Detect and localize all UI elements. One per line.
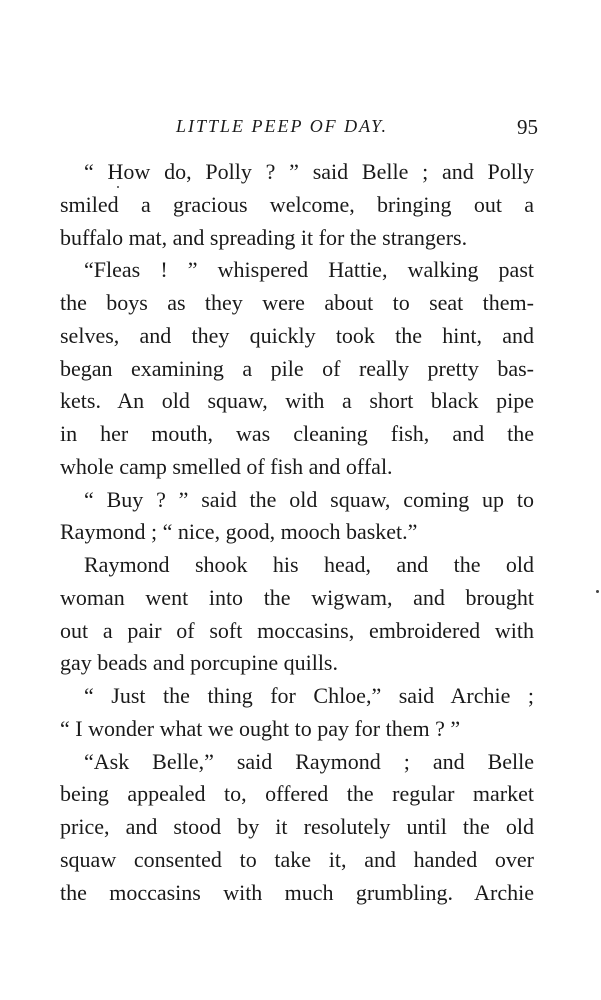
text-line: “ Buy ? ” said the old squaw, coming up to	[84, 486, 534, 512]
text-line: price, and stood by it resolutely until the old	[60, 814, 534, 839]
body-text	[60, 156, 534, 909]
text-line: “Fleas ! ” whispered Hattie, walking past	[84, 257, 534, 283]
text-line: squaw consented to take it, and handed over	[60, 846, 534, 872]
text-line: “Ask Belle,” said Raymond ; and Belle	[84, 748, 534, 774]
text-line: the moccasins with much grumbling. Archie	[60, 879, 534, 905]
text-line: out a pair of soft moccasins, embroidered with	[60, 617, 534, 643]
page-header	[60, 116, 538, 140]
text-line: gay beads and porcupine quills.	[60, 650, 338, 676]
text-line: selves, and they quickly took the hint, and	[60, 322, 534, 348]
text-line: buffalo mat, and spreading it for the strangers.	[60, 224, 468, 250]
text-line: the boys as they were about to seat them-	[60, 290, 534, 315]
text-line: Raymond ; “ nice, good, mooch basket.”	[60, 519, 418, 545]
text-line: Raymond shook his head, and the old	[84, 552, 534, 577]
paper-speck	[596, 590, 599, 593]
text-line: smiled a gracious welcome, bringing out a	[60, 191, 534, 217]
paper-speck	[117, 186, 119, 188]
text-line: “ I wonder what we ought to pay for them ? ”	[60, 715, 461, 741]
text-line: “ Just the thing for Chloe,” said Archie ;	[84, 683, 534, 708]
text-line: whole camp smelled of fish and offal.	[60, 453, 393, 479]
text-line: kets. An old squaw, with a short black pipe	[60, 388, 534, 414]
page-number: 95	[517, 115, 538, 139]
text-line: woman went into the wigwam, and brought	[60, 584, 534, 610]
running-title: LITTLE PEEP OF DAY.	[176, 116, 389, 136]
text-line: in her mouth, was cleaning fish, and the	[60, 421, 534, 446]
text-line: being appealed to, offered the regular market	[60, 781, 534, 807]
text-line: “ How do, Polly ? ” said Belle ; and Polly	[84, 159, 534, 184]
text-line: began examining a pile of really pretty bas-	[60, 355, 534, 381]
